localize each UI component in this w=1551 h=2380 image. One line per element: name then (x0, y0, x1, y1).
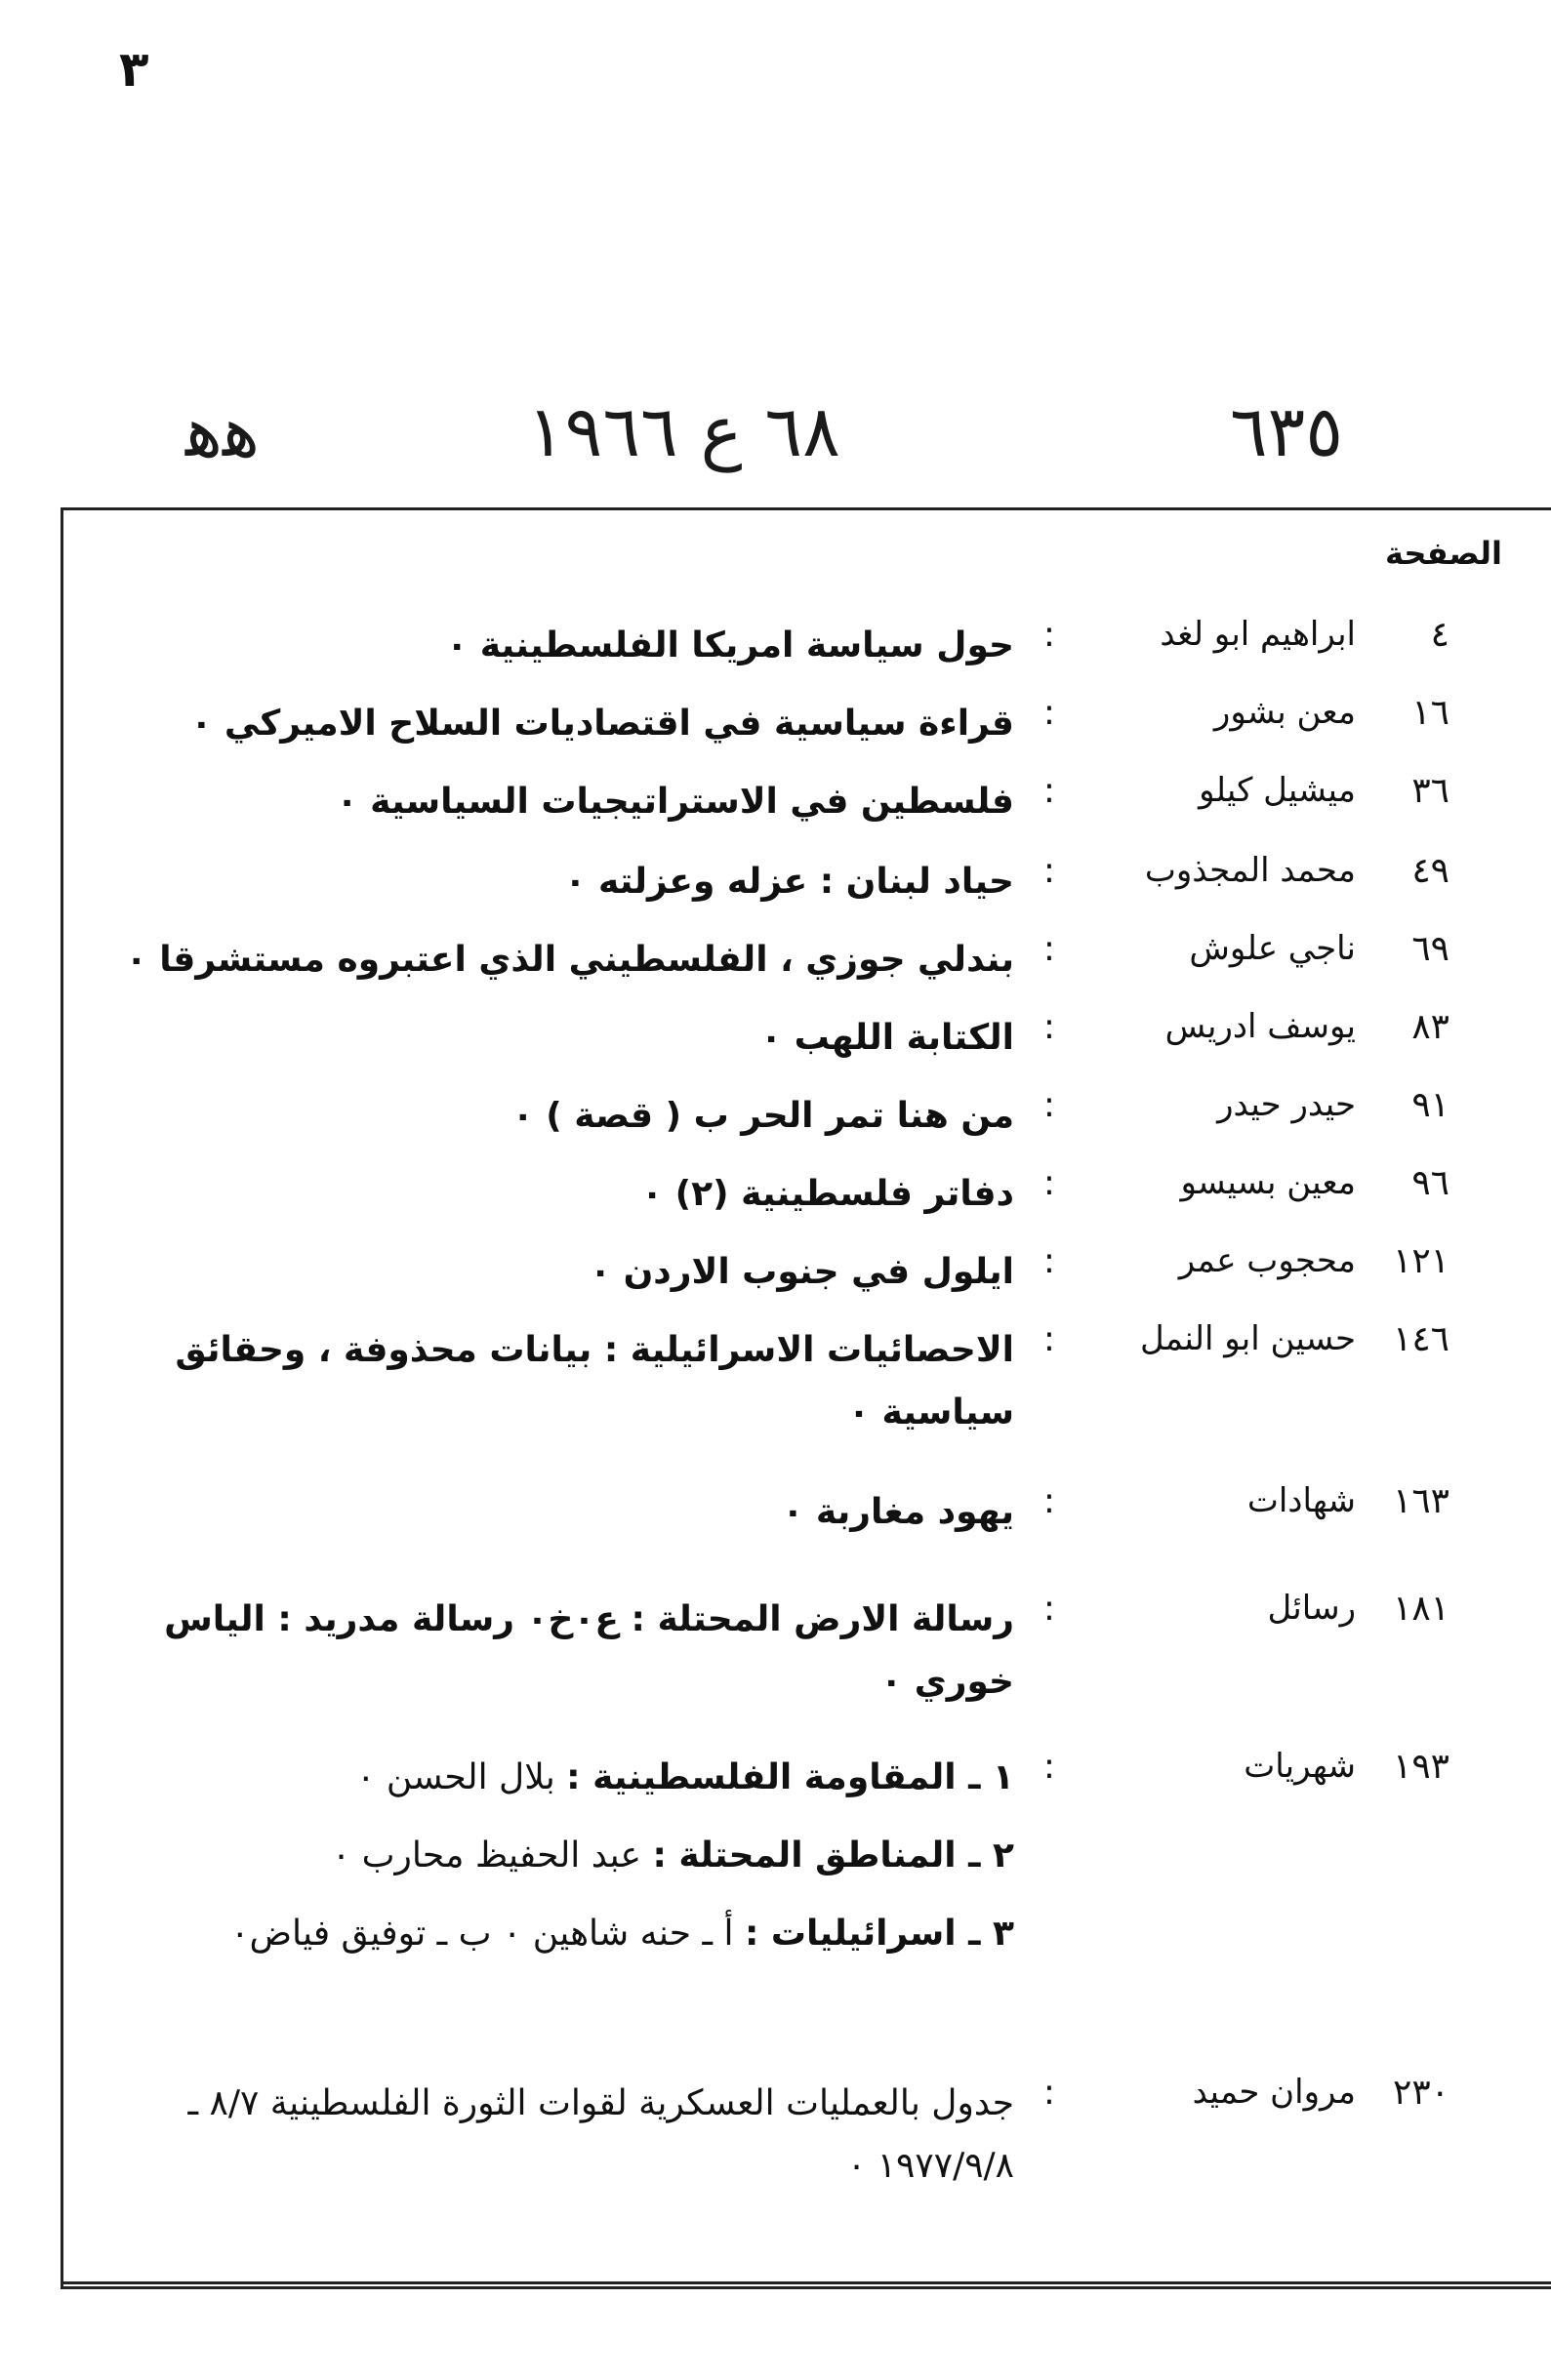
entry-title: الاحصائيات الاسرائيلية : بيانات محذوفة ، وحقائق سياسية ٠ (175, 1330, 1014, 1432)
monthly-item-body: أ ـ حنه شاهين ٠ ب ـ توفيق فياض٠ (230, 1914, 734, 1954)
entry-author: مروان حميد (1192, 2073, 1356, 2112)
entry-author: يوسف ادريس (1164, 1007, 1356, 1046)
toc-entry (0, 1241, 1551, 1300)
toc-entry (0, 2073, 1551, 2186)
entry-author: شهادات (1246, 1481, 1356, 1520)
monthly-item-head: ٢ ـ المناطق المحتلة : (652, 1835, 1014, 1876)
toc-entry (0, 1085, 1551, 1144)
entry-colon: : (1042, 1163, 1056, 1203)
entry-page: ٣٦ (1411, 771, 1449, 811)
entry-page: ١٦٣ (1392, 1481, 1449, 1521)
entry-author: حيدر حيدر (1217, 1085, 1356, 1124)
page-number: ٣ (119, 41, 149, 98)
entry-title: بندلي جوزي ، الفلسطيني الذي اعتبروه مستشرقا ٠ (125, 940, 1014, 980)
entry-page: ٩٦ (1411, 1163, 1449, 1203)
entry-colon: : (1042, 929, 1056, 969)
monthly-item (87, 1903, 1014, 1965)
handwritten-note-code: ٦٨ ع ١٩٦٦ (527, 390, 840, 472)
entry-author: حسين ابو النمل (1139, 1319, 1356, 1358)
entry-title: دفاتر فلسطينية (٢) ٠ (641, 1174, 1014, 1214)
entry-title: الكتابة اللهب ٠ (760, 1018, 1014, 1058)
monthly-item-body: بلال الحسن ٠ (356, 1757, 555, 1797)
handwritten-note-right: ٦٣٥ (1230, 390, 1344, 472)
entry-colon: : (1042, 1747, 1056, 1787)
entry-colon: : (1042, 1589, 1056, 1629)
entry-colon: : (1042, 1241, 1056, 1281)
toc-subentry (0, 1903, 1551, 1961)
monthly-item-head: ١ ـ المقاومة الفلسطينية : (566, 1757, 1014, 1797)
toc-subentry (0, 1825, 1551, 1883)
monthly-item-head: ٣ ـ اسرائيليات : (744, 1914, 1014, 1954)
toc-entry (0, 1007, 1551, 1066)
entry-colon: : (1042, 1085, 1056, 1125)
entry-author: ناجي علوش (1189, 929, 1356, 968)
entry-title: فلسطين في الاستراتيجيات السياسية ٠ (336, 782, 1014, 822)
toc-entry (0, 1481, 1551, 1540)
frame-bottom-rule (61, 2281, 1551, 2284)
entry-page: ١٤٦ (1392, 1319, 1449, 1359)
entry-page: ١٢١ (1392, 1241, 1449, 1281)
toc-entry (0, 771, 1551, 829)
entry-colon: : (1042, 615, 1056, 655)
entry-author: ابراهيم ابو لغد (1160, 615, 1356, 654)
entry-colon: : (1042, 2073, 1056, 2113)
entry-author: محجوب عمر (1178, 1241, 1356, 1280)
toc-entry (0, 615, 1551, 673)
handwritten-note-left: ﻫﻫ (185, 390, 260, 472)
entry-page: ١٨١ (1392, 1589, 1449, 1629)
page-column-header: الصفحة (1384, 535, 1502, 572)
entry-title: جدول بالعمليات العسكرية لقوات الثورة الفلسطينية ٨/٧ ـ ١٩٧٧/٩/٨ ٠ (187, 2083, 1014, 2186)
entry-page: ١٩٣ (1392, 1747, 1449, 1787)
monthly-item (87, 1747, 1014, 1809)
entry-colon: : (1042, 693, 1056, 733)
entry-page: ٦٩ (1411, 929, 1449, 969)
entry-title: قراءة سياسية في اقتصاديات السلاح الاميركي ٠ (190, 704, 1014, 744)
entry-colon: : (1042, 771, 1056, 811)
monthly-item (87, 1825, 1014, 1887)
toc-entry (0, 693, 1551, 751)
toc-entry-monthly (0, 1747, 1551, 1805)
entry-author: معن بشور (1213, 693, 1356, 732)
monthly-item-body: عبد الحفيظ محارب ٠ (331, 1835, 641, 1876)
entry-page: ٤٩ (1411, 851, 1449, 891)
entry-author: ميشيل كيلو (1199, 771, 1356, 810)
entry-title: حول سياسة امريكا الفلسطينية ٠ (446, 625, 1014, 666)
entry-title: من هنا تمر الحر ب ( قصة ) ٠ (511, 1096, 1014, 1136)
entry-page: ٨٣ (1411, 1007, 1449, 1047)
entry-title: ايلول في جنوب الاردن ٠ (590, 1252, 1014, 1292)
entry-colon: : (1042, 851, 1056, 891)
entry-page: ٤ (1430, 615, 1449, 655)
entry-colon: : (1042, 1319, 1056, 1359)
entry-colon: : (1042, 1007, 1056, 1047)
toc-entry (0, 929, 1551, 988)
entry-title: حياد لبنان : عزله وعزلته ٠ (564, 862, 1014, 902)
entry-page: ٢٣٠ (1392, 2073, 1449, 2113)
entry-author: معين بسيسو (1180, 1163, 1356, 1202)
entry-colon: : (1042, 1481, 1056, 1521)
entry-title: يهود مغاربة ٠ (782, 1492, 1014, 1532)
entry-author: رسائل (1267, 1589, 1356, 1628)
entry-page: ١٦ (1411, 693, 1449, 733)
toc-entry (0, 1319, 1551, 1432)
entry-page: ٩١ (1411, 1085, 1449, 1125)
entry-author: محمد المجذوب (1144, 851, 1356, 890)
toc-entry (0, 1589, 1551, 1702)
toc-entry (0, 1163, 1551, 1222)
toc-entry (0, 851, 1551, 909)
entry-author: شهريات (1244, 1747, 1356, 1786)
entry-title: رسالة الارض المحتلة : ع٠خ٠ رسالة مدريد : الياس خوري ٠ (164, 1599, 1014, 1702)
